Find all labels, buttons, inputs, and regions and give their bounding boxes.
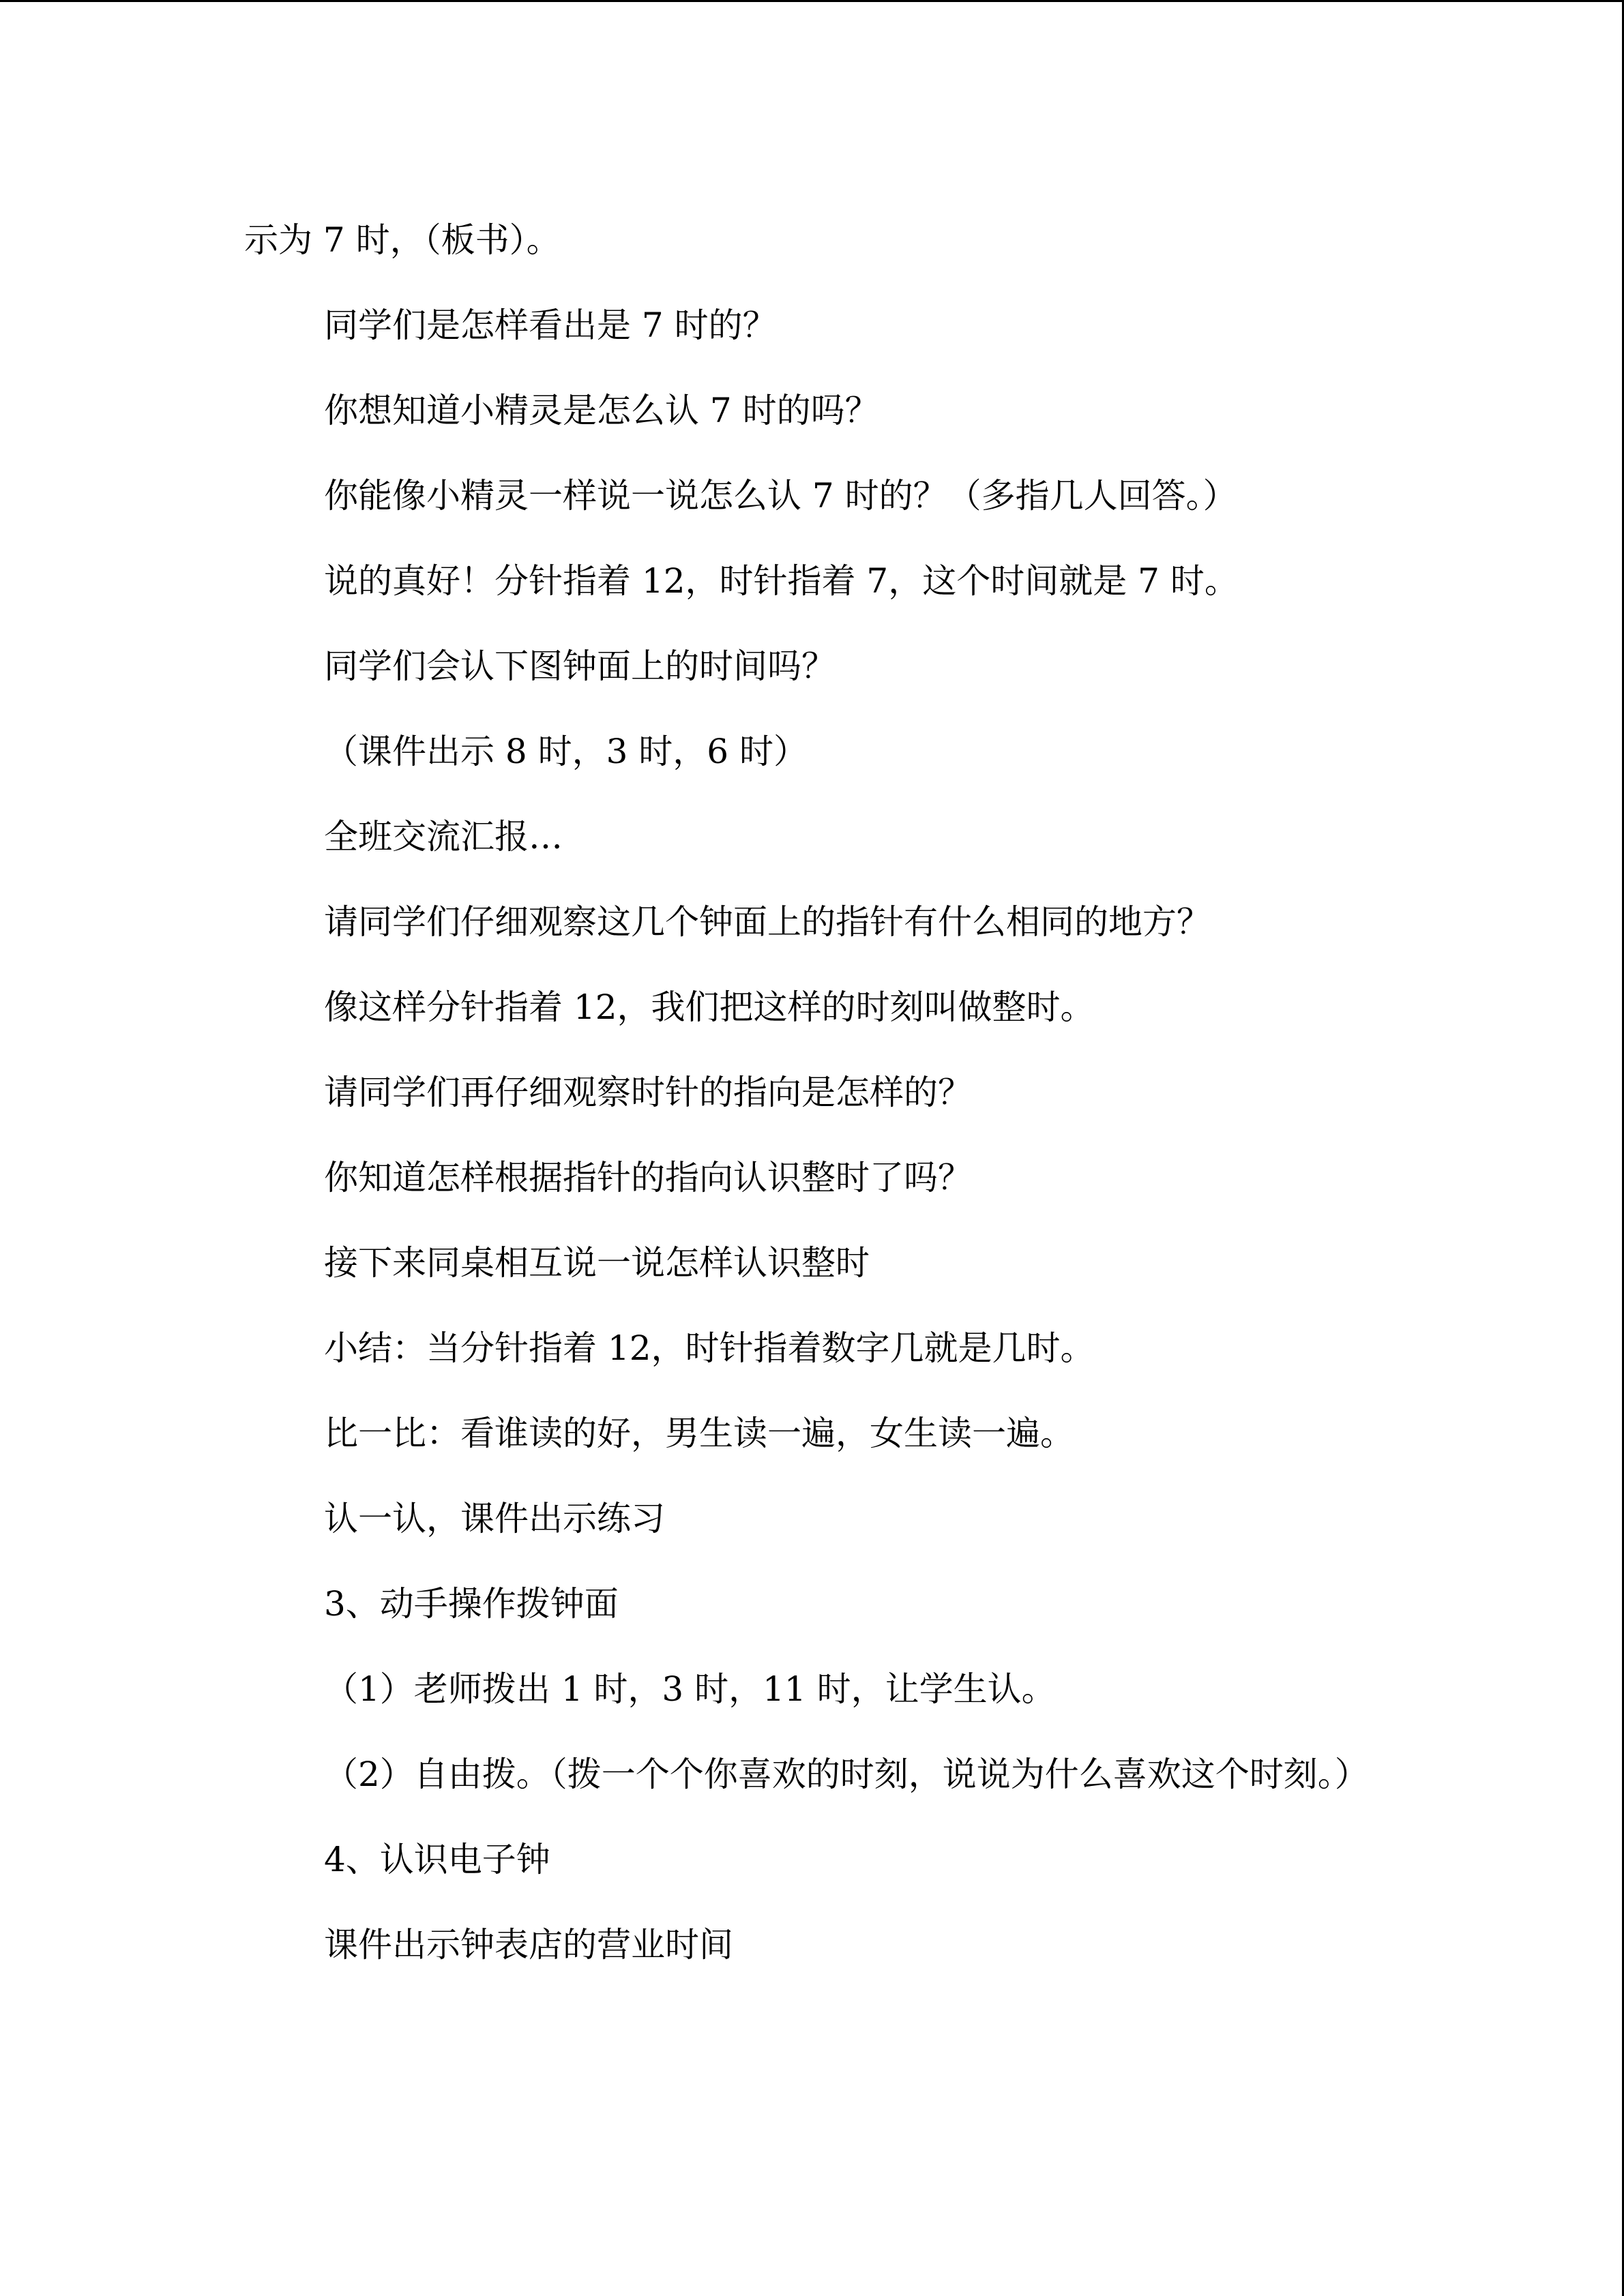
paragraph-17: 3、动手操作拨钟面 — [324, 1584, 619, 1624]
paragraph-14: 小结：当分针指着 12，时针指着数字几就是几时。 — [324, 1328, 1095, 1368]
paragraph-10: 像这样分针指着 12，我们把这样的时刻叫做整时。 — [324, 987, 1095, 1027]
paragraph-19: （2）自由拨。（拨一个个你喜欢的时刻，说说为什么喜欢这个时刻。） — [324, 1755, 1369, 1794]
document-body — [244, 198, 1376, 1988]
paragraph-13: 接下来同桌相互说一说怎样认识整时 — [324, 1243, 870, 1283]
paragraph-18: （1）老师拨出 1 时，3 时，11 时，让学生认。 — [324, 1669, 1056, 1709]
paragraph-15: 比一比：看谁读的好，男生读一遍，女生读一遍。 — [324, 1414, 1074, 1453]
paragraph-11: 请同学们再仔细观察时针的指向是怎样的？ — [324, 1073, 972, 1112]
paragraph-5: 说的真好！分针指着 12，时针指着 7，这个时间就是 7 时。 — [324, 561, 1239, 601]
paragraph-6: 同学们会认下图钟面上的时间吗？ — [324, 646, 836, 686]
paragraph-16: 认一认，课件出示练习 — [324, 1499, 665, 1538]
paragraph-1: 示为 7 时，（板书）。 — [244, 220, 561, 260]
paragraph-2: 同学们是怎样看出是 7 时的？ — [324, 305, 777, 345]
paragraph-8: 全班交流汇报… — [324, 817, 563, 856]
paragraph-12: 你知道怎样根据指针的指向认识整时了吗？ — [324, 1158, 972, 1197]
paragraph-4: 你能像小精灵一样说一说怎么认 7 时的？（多指几人回答。） — [324, 476, 1237, 516]
paragraph-9: 请同学们仔细观察这几个钟面上的指针有什么相同的地方？ — [324, 902, 1211, 942]
paragraph-20: 4、认识电子钟 — [324, 1840, 550, 1879]
paragraph-21: 课件出示钟表店的营业时间 — [324, 1925, 733, 1965]
paragraph-3: 你想知道小精灵是怎么认 7 时的吗？ — [324, 391, 879, 430]
paragraph-7: （课件出示 8 时，3 时，6 时） — [324, 732, 808, 771]
